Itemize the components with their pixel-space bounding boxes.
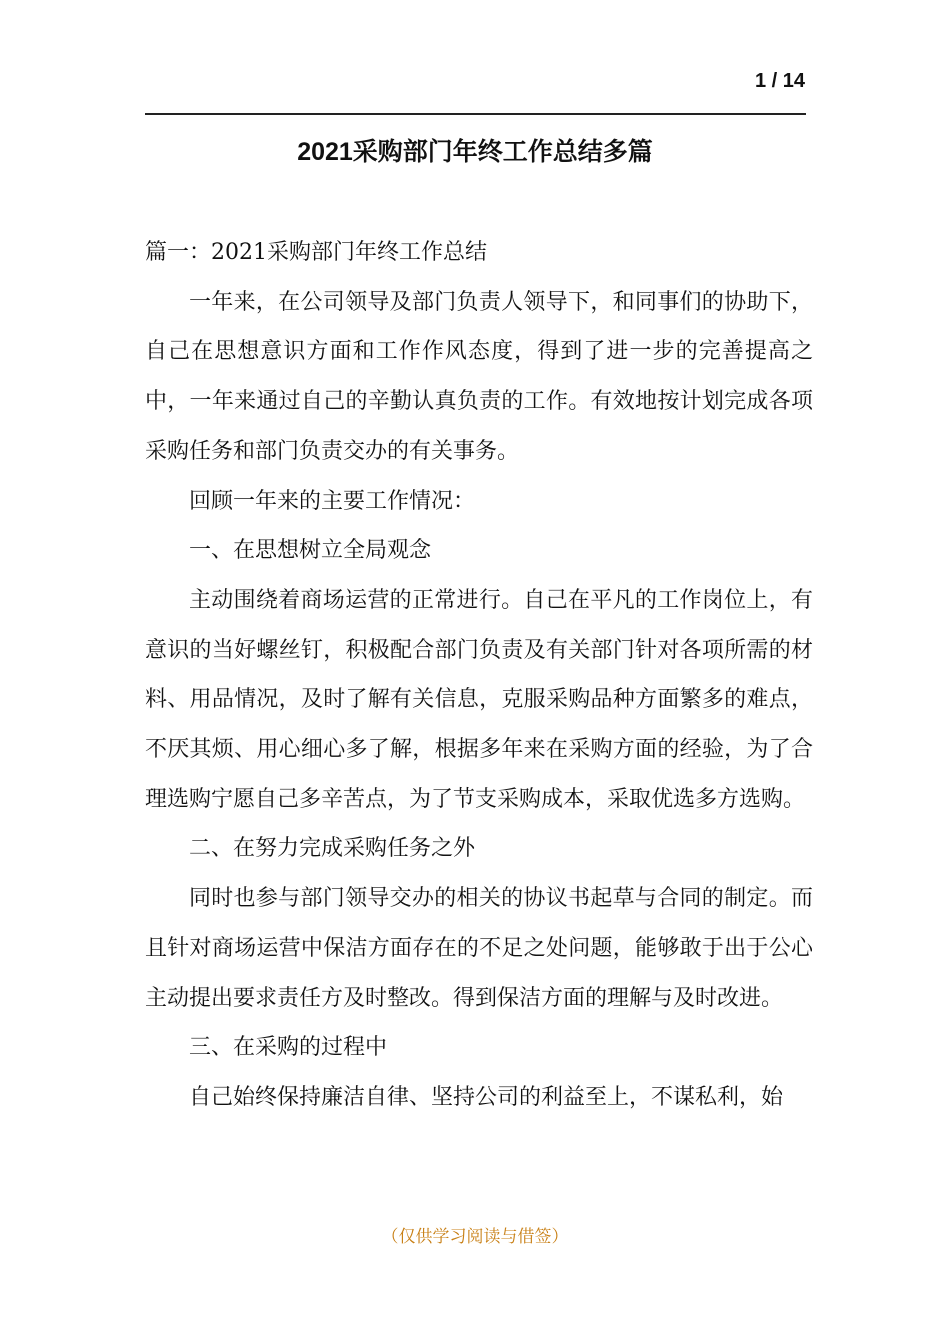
document-title: 2021采购部门年终工作总结多篇 [297,138,653,166]
paragraph: 主动围绕着商场运营的正常进行。自己在平凡的工作岗位上，有意识的当好螺丝钉，积极配合部门负责及有关部门针对各项所需的材料、用品情况，及时了解有关信息，克服采购品种方面繁多的难点，不厌其烦、用心细心多了解，根据多年来在采购方面的经验，为了合理选购宁愿自己多辛苦点，为了节支采购成本，采取优选多方选购。 [145,587,813,812]
paragraph: 自己始终保持廉洁自律、坚持公司的利益至上，不谋私利，始 [189,1084,784,1110]
subheading: 一、在思想树立全局观念 [189,538,432,564]
subheading: 三、在采购的过程中 [189,1035,388,1061]
subheading: 二、在努力完成采购任务之外 [189,836,476,862]
footer-note: （仅供学习阅读与借签） [381,1227,569,1247]
section-heading: 篇一：2021采购部门年终工作总结 [145,240,487,265]
paragraph: 同时也参与部门领导交办的相关的协议书起草与合同的制定。而且针对商场运营中保洁方面存在的不足之处问题，能够敢于出于公心主动提出要求责任方及时整改。得到保洁方面的理解与及时改进。 [145,886,813,1011]
paragraph: 回顾一年来的主要工作情况： [189,488,476,514]
header-rule [145,113,806,115]
page-number: 1 / 14 [754,70,805,92]
document-body [145,228,813,1123]
paragraph: 一年来，在公司领导及部门负责人领导下，和同事们的协助下，自己在思想意识方面和工作作风态度，得到了进一步的完善提高之中，一年来通过自己的辛勤认真负责的工作。有效地按计划完成各项采购任务和部门负责交办的有关事务。 [145,289,813,464]
